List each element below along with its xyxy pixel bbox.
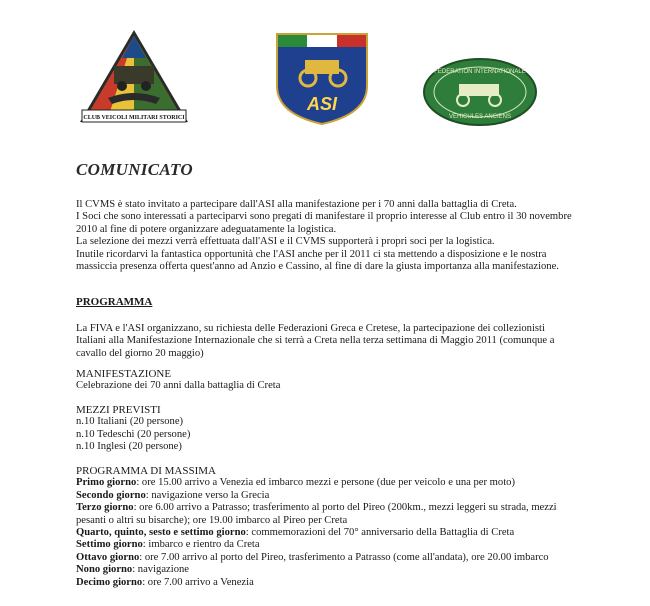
document-title: COMUNICATO — [76, 160, 193, 179]
day-label: Secondo giorno — [76, 489, 146, 501]
day-label: Ottavo giorno — [76, 551, 140, 563]
mezzi-item: n.10 Tedeschi (20 persone) — [76, 428, 191, 440]
programma-massima-section — [76, 465, 576, 589]
day-text: : commemorazioni del 70° anniversario della Battaglia di Creta — [245, 527, 515, 539]
programma-heading: PROGRAMMA — [76, 296, 153, 308]
programma-massima-heading: PROGRAMMA DI MASSIMA — [76, 465, 216, 477]
day-text: : ore 7.00 arrivo al porto del Pireo, trasferimento a Patrasso (come all'andata), ore 20.00 imbarco — [139, 551, 549, 563]
intro-line: I Soci che sono interessati a parteciparvi sono pregati di manifestare il proprio interesse al Club entro il 30 novembre 2010 al fine di potere organizzare adeguatamente la logistica. — [76, 211, 572, 235]
day-entry — [76, 527, 576, 539]
day-text: : navigazione — [132, 564, 189, 576]
day-label: Primo giorno — [76, 477, 137, 489]
fiva-paragraph — [76, 323, 576, 360]
day-text: : navigazione verso la Grecia — [145, 489, 270, 501]
mezzi-section — [76, 404, 576, 454]
day-text: : imbarco e rientro da Creta — [142, 539, 260, 551]
day-label: Decimo giorno — [76, 576, 143, 588]
mezzi-item: n.10 Inglesi (20 persone) — [76, 441, 182, 453]
asi-logo — [275, 32, 369, 126]
day-label: Settimo giorno — [76, 539, 143, 551]
day-entry — [76, 502, 576, 527]
day-text: : ore 15.00 arrivo a Venezia ed imbarco mezzi e persone (due per veicolo e una per moto) — [136, 477, 515, 489]
fiva-logo-text-top: FEDERATION INTERNATIONALE — [434, 69, 526, 75]
fiva-logo-text-bottom: VEHICULES ANCIENS — [448, 114, 512, 120]
day-entry — [76, 477, 576, 489]
day-text: : ore 6.00 arrivo a Patrasso; trasferimento al porto del Pireo (200km., mezzi leggeri su strada, mezzi pesanti o altri su bisarche); ore 19.00 imbarco al Pireo per Creta — [76, 502, 557, 526]
intro-paragraph — [76, 199, 576, 273]
day-entry — [76, 539, 576, 551]
manifestazione-heading: MANIFESTAZIONE — [76, 368, 172, 380]
mezzi-item: n.10 Italiani (20 persone) — [76, 416, 184, 428]
day-entry — [76, 490, 576, 502]
intro-line: Il CVMS è stato invitato a partecipare dall'ASI alla manifestazione per i 70 anni dalla battaglia di Creta. — [76, 199, 517, 210]
intro-line: La selezione dei mezzi verrà effettuata dall'ASI e il CVMS supporterà i propri soci per la logistica. — [76, 236, 495, 248]
day-label: Quarto, quinto, sesto e settimo giorno — [76, 527, 246, 539]
cvms-logo-text: CLUB VEICOLI MILITARI STORICI — [83, 115, 185, 121]
manifestazione-section — [76, 368, 576, 393]
asi-logo-text: ASI — [306, 94, 338, 114]
day-entry — [76, 552, 576, 564]
day-text: : ore 7.00 arrivo a Venezia — [142, 576, 254, 588]
mezzi-heading: MEZZI PREVISTI — [76, 404, 161, 416]
day-entry — [76, 577, 576, 589]
intro-line: Inutile ricordarvi la fantastica opportunità che l'ASI anche per il 2011 ci sta mettendo a disposizione e le nostra massiccia presenza offerta quest'anno ad Anzio e Cassino, al fine di dare la giusta importanza alla manifestazione. — [76, 248, 559, 273]
cvms-logo — [78, 28, 190, 126]
day-label: Terzo giorno — [76, 502, 134, 514]
manifestazione-text: Celebrazione dei 70 anni dalla battaglia di Creta — [76, 380, 281, 392]
fiva-paragraph-text: La FIVA e l'ASI organizzano, su richiesta delle Federazioni Greca e Cretese, la partecipazione dei collezionisti Italiani alla Manifestazione Internazionale che si terrà a Creta nella terza settimana di Maggio 2011 (comunque a cavallo del giorno 20 maggio) — [76, 323, 555, 359]
fiva-logo — [423, 58, 537, 126]
day-entry — [76, 564, 576, 576]
day-label: Nono giorno — [76, 564, 133, 576]
